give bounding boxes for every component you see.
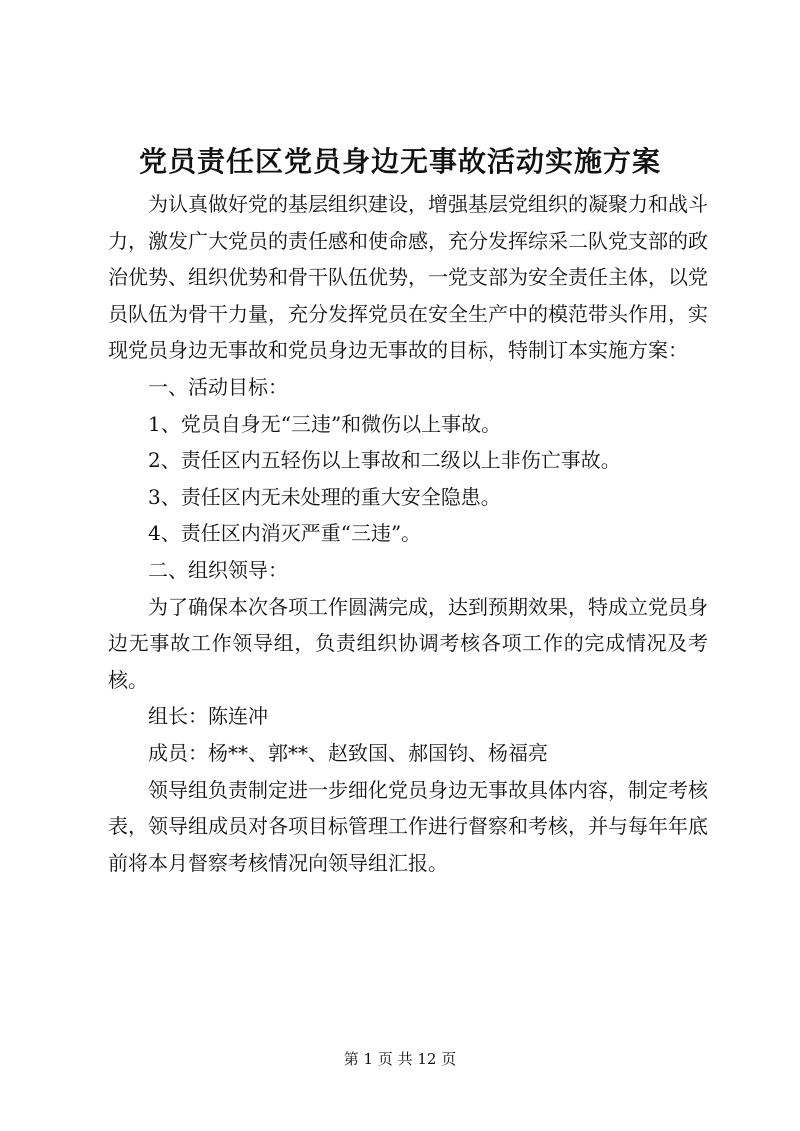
page-number-footer: 第 1 页 共 12 页 <box>343 1050 457 1068</box>
goal-item: 1、党员自身无“三违”和微伤以上事故。 <box>148 411 502 436</box>
intro-paragraph: 为认真做好党的基层组织建设，增强基层党组织的凝聚力和战斗力，激发广大党员的责任感和使命感，充分发挥综采二队党支部的政治优势、组织优势和骨干队伍优势，一党支部为安全责任主体，以党员队伍为骨干力量，充分发挥党员在安全生产中的模范带头作用，实现党员身边无事故和党员身边无事故的目标，特制订本实施方案： <box>108 192 708 363</box>
document-title: 党员责任区党员身边无事故活动实施方案 <box>138 145 661 178</box>
group-leader: 组长：陈连冲 <box>148 704 268 729</box>
responsibility-paragraph: 领导组负责制定进一步细化党员身边无事故具体内容，制定考核表，领导组成员对各项目标管理工作进行督察和考核，并与每年年底前将本月督察考核情况向领导组汇报。 <box>108 777 708 875</box>
section-heading-goals: 一、活动目标： <box>148 374 288 399</box>
goal-item: 4、责任区内消灭严重“三违”。 <box>148 521 422 546</box>
goal-item: 2、责任区内五轻伤以上事故和二级以上非伤亡事故。 <box>148 448 621 473</box>
leadership-paragraph: 为了确保本次各项工作圆满完成，达到预期效果，特成立党员身边无事故工作领导组，负责组织协调考核各项工作的完成情况及考核。 <box>108 594 708 692</box>
group-members: 成员：杨**、郭**、赵致国、郝国钧、杨福亮 <box>148 740 548 765</box>
section-heading-leadership: 二、组织领导： <box>148 557 288 582</box>
goal-item: 3、责任区内无未处理的重大安全隐患。 <box>148 484 501 509</box>
document-body <box>108 186 708 881</box>
